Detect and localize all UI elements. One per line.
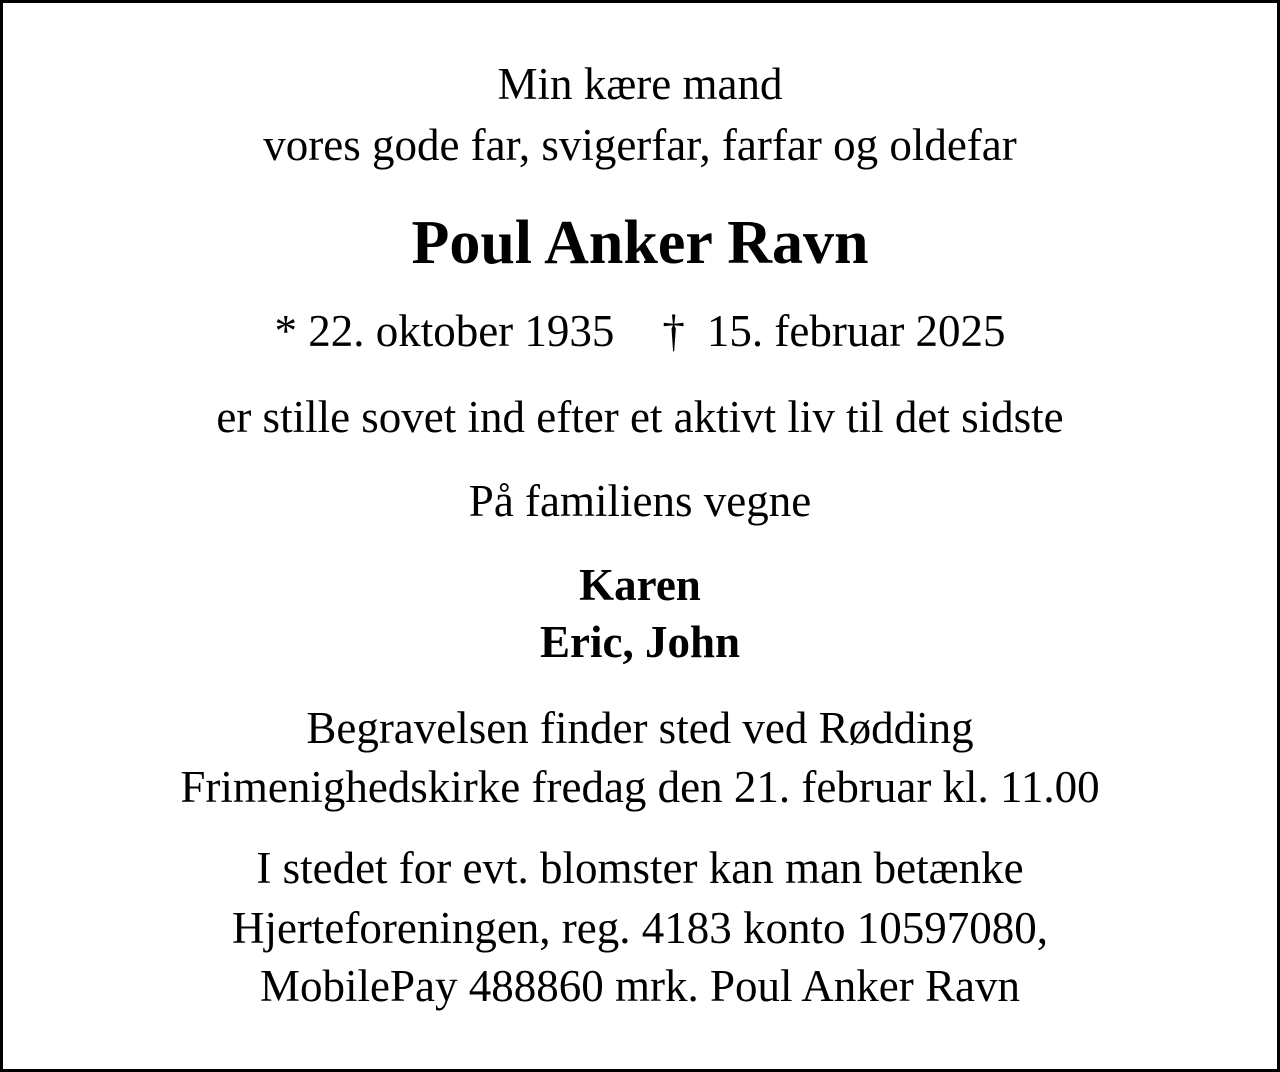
intro-line-2: vores gode far, svigerfar, farfar og oldefar xyxy=(263,120,1017,170)
deceased-name: Poul Anker Ravn xyxy=(411,209,869,277)
statement-text: er stille sovet ind efter et aktivt liv til det sidste xyxy=(216,392,1064,442)
donation-line-1: I stedet for evt. blomster kan man betænke xyxy=(256,843,1024,893)
dagger-icon: † xyxy=(662,306,685,356)
death-date: 15. februar 2025 xyxy=(706,306,1006,356)
donation-line-3: MobilePay 488860 mrk. Poul Anker Ravn xyxy=(260,961,1020,1011)
on-behalf-text: På familiens vegne xyxy=(468,476,812,526)
funeral-line-1: Begravelsen finder sted ved Rødding xyxy=(306,703,974,753)
donation-line-2: Hjerteforeningen, reg. 4183 konto 10597080, xyxy=(231,903,1049,953)
signer-line-2: Eric, John xyxy=(539,617,741,667)
intro-line-1: Min kære mand xyxy=(497,59,783,109)
life-dates xyxy=(0,306,1280,356)
birth-date: * 22. oktober 1935 xyxy=(274,306,615,356)
funeral-line-2: Frimenighedskirke fredag den 21. februar kl. 11.00 xyxy=(180,762,1100,812)
signer-line-1: Karen xyxy=(579,560,701,610)
